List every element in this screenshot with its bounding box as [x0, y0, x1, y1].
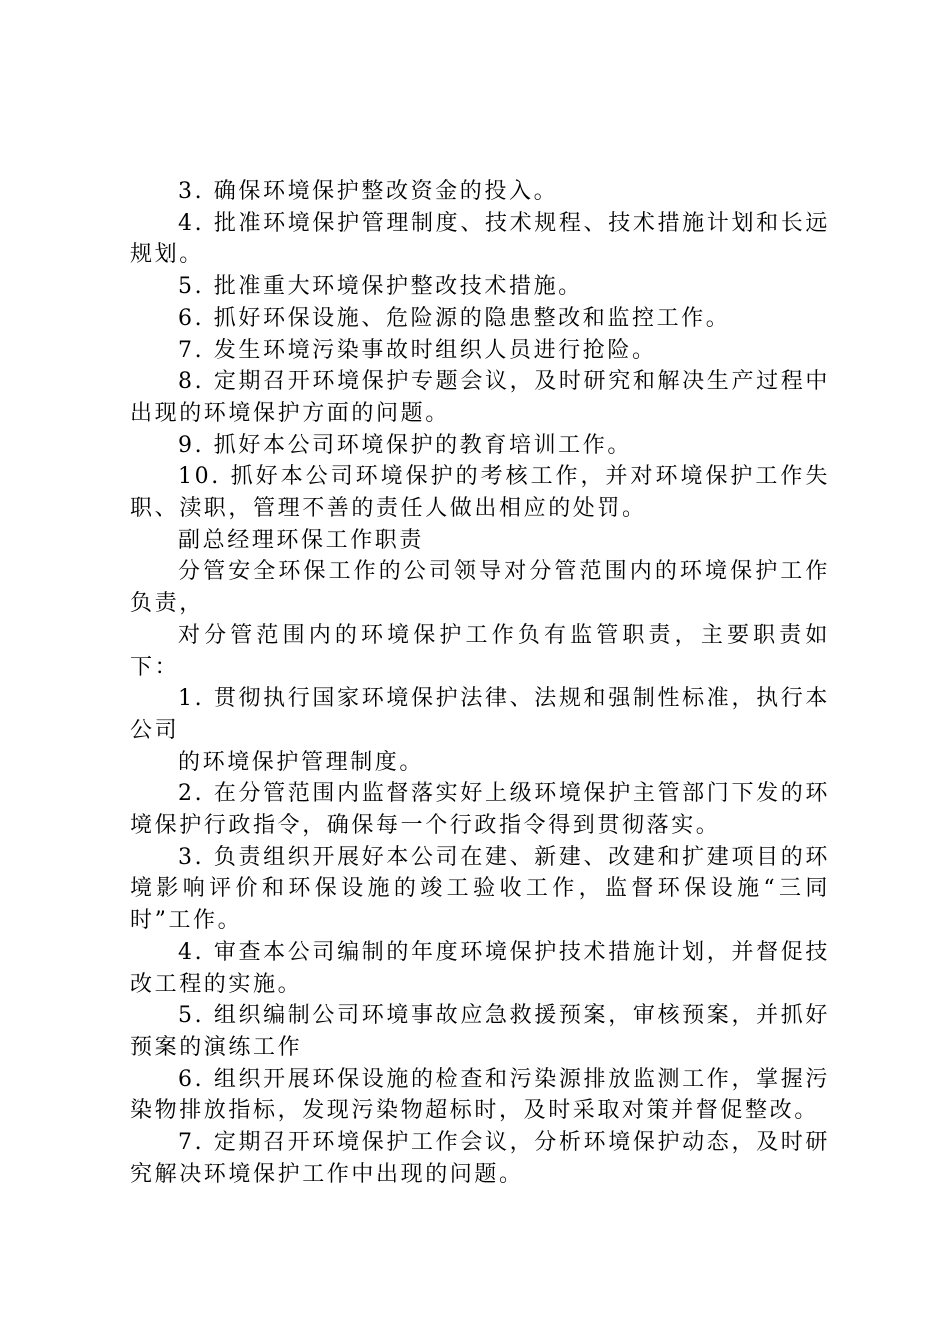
duty-item-1-continuation: 的环境保护管理制度。: [178, 749, 425, 775]
paragraph-item-4: 4. 批准环境保护管理制度、技术规程、技术措施计划和长远规划。: [130, 210, 830, 268]
intro-paragraph: 分管安全环保工作的公司领导对分管范围内的环境保护工作负责，: [130, 559, 830, 617]
duty-item-6: 6. 组织开展环保设施的检查和污染源排放监测工作，掌握污染物排放指标，发现污染物超标时，及时采取对策并督促整改。: [130, 1066, 830, 1124]
paragraph-item-5: 5. 批准重大环境保护整改技术措施。: [178, 274, 583, 300]
duty-item-3: 3. 负责组织开展好本公司在建、新建、改建和扩建项目的环境影响评价和环保设施的竣工验收工作，监督环保设施“三同时”工作。: [130, 844, 830, 934]
duty-item-2: 2. 在分管范围内监督落实好上级环境保护主管部门下发的环境保护行政指令，确保每一个行政指令得到贯彻落实。: [130, 781, 830, 839]
duty-item-1: 1. 贯彻执行国家环境保护法律、法规和强制性标准，执行本公司: [130, 686, 830, 743]
duty-item-4: 4. 审查本公司编制的年度环境保护技术措施计划，并督促技改工程的实施。: [130, 939, 830, 997]
paragraph-item-7: 7. 发生环境污染事故时组织人员进行抢险。: [178, 337, 657, 363]
paragraph-item-9: 9. 抓好本公司环境保护的教育培训工作。: [178, 432, 632, 458]
document-body: [130, 176, 830, 1191]
duty-item-5: 5. 组织编制公司环境事故应急救援预案，审核预案，并抓好预案的演练工作: [130, 1003, 830, 1060]
duties-intro-paragraph: 对分管范围内的环境保护工作负有监管职责，主要职责如下：: [130, 622, 830, 680]
paragraph-item-3: 3. 确保环境保护整改资金的投入。: [178, 179, 559, 204]
section-heading: 副总经理环保工作职责: [178, 527, 425, 553]
paragraph-item-6: 6. 抓好环保设施、危险源的隐患整改和监控工作。: [178, 305, 731, 331]
duty-item-7: 7. 定期召开环境保护工作会议，分析环境保护动态，及时研究解决环境保护工作中出现的问题。: [130, 1130, 830, 1187]
paragraph-item-8: 8. 定期召开环境保护专题会议，及时研究和解决生产过程中出现的环境保护方面的问题。: [130, 369, 830, 426]
paragraph-item-10: 10. 抓好本公司环境保护的考核工作，并对环境保护工作失职、渎职，管理不善的责任人做出相应的处罚。: [130, 464, 830, 522]
